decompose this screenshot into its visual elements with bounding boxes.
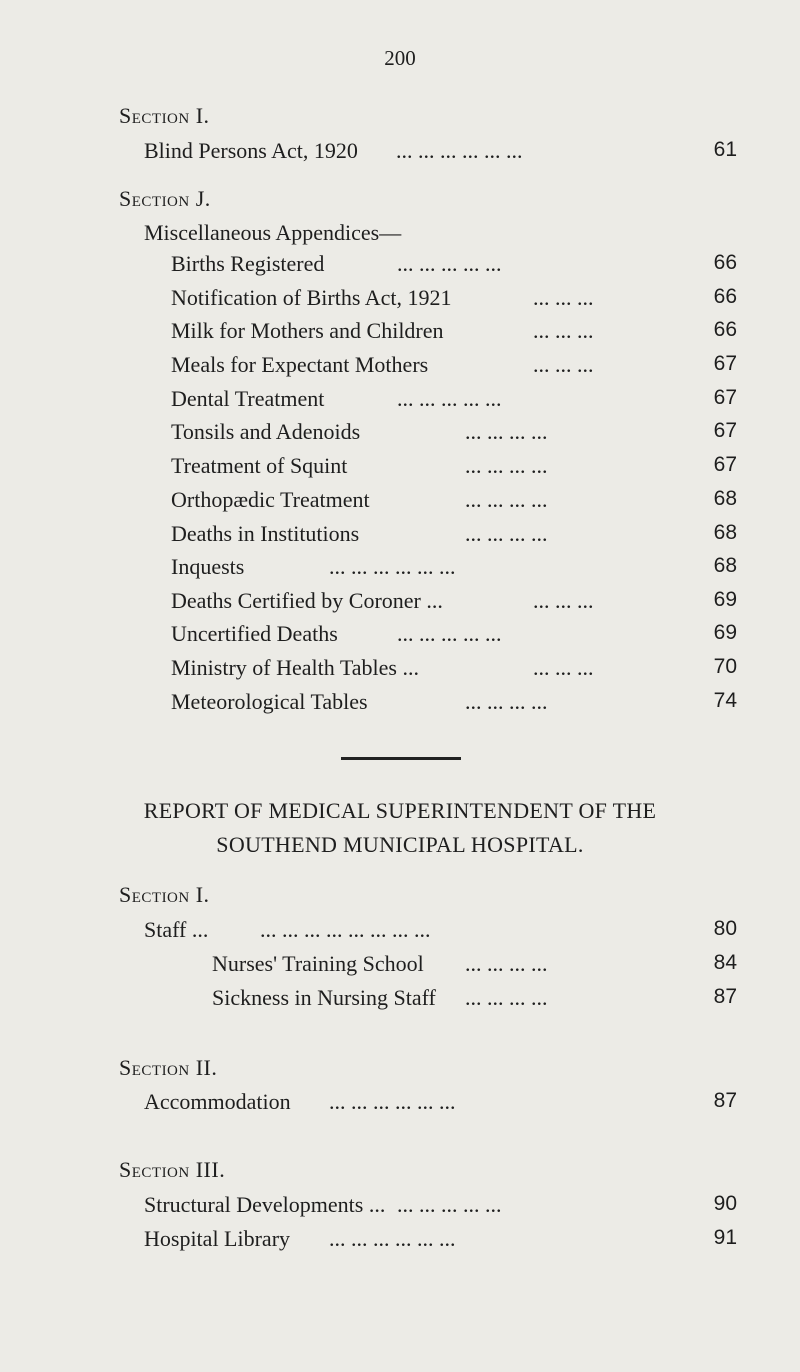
leader-dots: ... ... ...: [533, 318, 594, 343]
entry-label: Meteorological Tables: [171, 689, 368, 714]
leader-dots: ... ... ... ...: [465, 951, 548, 976]
toc-entry: [0, 386, 800, 416]
entry-page: 67: [713, 453, 737, 476]
report-heading-line1: REPORT OF MEDICAL SUPERINTENDENT OF THE: [143, 798, 657, 823]
leader-dots: ... ... ... ...: [465, 419, 548, 444]
leader-dots: ... ... ...: [533, 588, 594, 613]
toc-entry: [0, 285, 800, 315]
entry-page: 87: [713, 985, 737, 1008]
entry-label: Inquests: [171, 554, 245, 579]
toc-entry: [0, 251, 800, 281]
leader-dots: ... ... ...: [533, 655, 594, 680]
entry-page: 87: [713, 1089, 737, 1112]
leader-dots: ... ... ... ... ... ...: [329, 1226, 456, 1251]
entry-page: 90: [713, 1192, 737, 1215]
report-heading-line2: SOUTHEND MUNICIPAL HOSPITAL.: [216, 832, 584, 857]
entry-page: 66: [713, 251, 737, 274]
divider-rule: [341, 757, 461, 760]
toc-entry: [0, 655, 800, 685]
section-title: Section III.: [119, 1157, 226, 1182]
entry-label: Deaths Certified by Coroner ...: [171, 588, 443, 613]
leader-dots: ... ... ... ...: [465, 487, 548, 512]
toc-entry: [0, 419, 800, 449]
leader-dots: ... ... ... ...: [465, 985, 548, 1010]
toc-entry: [0, 453, 800, 483]
entry-label: Structural Developments ...: [144, 1192, 386, 1217]
leader-dots: ... ... ...: [533, 285, 594, 310]
entry-label: Treatment of Squint: [171, 453, 348, 478]
entry-label: Notification of Births Act, 1921: [171, 285, 452, 310]
entry-page: 66: [713, 318, 737, 341]
leader-dots: ... ... ... ... ... ...: [396, 138, 523, 163]
toc-entry: [0, 985, 800, 1015]
entry-page: 84: [713, 951, 737, 974]
entry-label: Sickness in Nursing Staff: [212, 985, 436, 1010]
leader-dots: ... ... ... ... ...: [397, 386, 502, 411]
leader-dots: ... ... ... ... ...: [397, 251, 502, 276]
leader-dots: ... ... ...: [533, 352, 594, 377]
entry-page: 69: [713, 621, 737, 644]
entry-label: Accommodation: [144, 1089, 291, 1114]
entry-label: Nurses' Training School: [212, 951, 424, 976]
entry-page: 91: [713, 1226, 737, 1249]
entry-page: 68: [713, 554, 737, 577]
leader-dots: ... ... ... ... ... ...: [329, 554, 456, 579]
toc-entry: [0, 138, 800, 168]
entry-page: 68: [713, 521, 737, 544]
toc-entry: [0, 352, 800, 382]
toc-entry: [0, 521, 800, 551]
entry-label: Staff ...: [144, 917, 209, 942]
leader-dots: ... ... ... ...: [465, 689, 548, 714]
entry-page: 67: [713, 386, 737, 409]
page-number: 200: [384, 46, 416, 70]
toc-entry: [0, 951, 800, 981]
entry-page: 68: [713, 487, 737, 510]
entry-page: 66: [713, 285, 737, 308]
section-title: Section I.: [119, 882, 210, 907]
section-title: Section II.: [119, 1055, 218, 1080]
entry-page: 80: [713, 917, 737, 940]
entry-label: Hospital Library: [144, 1226, 291, 1251]
toc-entry: [0, 554, 800, 584]
section-title: Section I.: [119, 103, 210, 128]
entry-label: Dental Treatment: [171, 386, 325, 411]
entry-label: Milk for Mothers and Children: [171, 318, 444, 343]
leader-dots: ... ... ... ... ...: [397, 1192, 502, 1217]
entry-label: Births Registered: [171, 251, 325, 276]
toc-entry: [0, 588, 800, 618]
leader-dots: ... ... ... ... ... ... ... ...: [260, 917, 431, 942]
toc-entry: [0, 1089, 800, 1119]
entry-page: 69: [713, 588, 737, 611]
entry-label: Uncertified Deaths: [171, 621, 338, 646]
toc-entry: [0, 318, 800, 348]
entry-page: 74: [713, 689, 737, 712]
toc-entry: [0, 487, 800, 517]
toc-entry: [0, 689, 800, 719]
leader-dots: ... ... ... ...: [465, 521, 548, 546]
leader-dots: ... ... ... ... ...: [397, 621, 502, 646]
entry-label: Deaths in Institutions: [171, 521, 360, 546]
section-title: Section J.: [119, 186, 211, 211]
toc-entry: [0, 1226, 800, 1256]
entry-page: 67: [713, 352, 737, 375]
leader-dots: ... ... ... ... ... ...: [329, 1089, 456, 1114]
leader-dots: ... ... ... ...: [465, 453, 548, 478]
toc-entry: [0, 1192, 800, 1222]
entry-label: Orthopædic Treatment: [171, 487, 370, 512]
entry-page: 70: [713, 655, 737, 678]
entry-label: Ministry of Health Tables ...: [171, 655, 419, 680]
entry-label: Meals for Expectant Mothers: [171, 352, 429, 377]
entry-label: Blind Persons Act, 1920: [144, 138, 358, 163]
toc-entry: [0, 621, 800, 651]
section-subtitle: Miscellaneous Appendices—: [144, 220, 402, 245]
toc-entry: [0, 917, 800, 947]
entry-page: 67: [713, 419, 737, 442]
entry-page: 61: [713, 138, 737, 161]
entry-label: Tonsils and Adenoids: [171, 419, 361, 444]
